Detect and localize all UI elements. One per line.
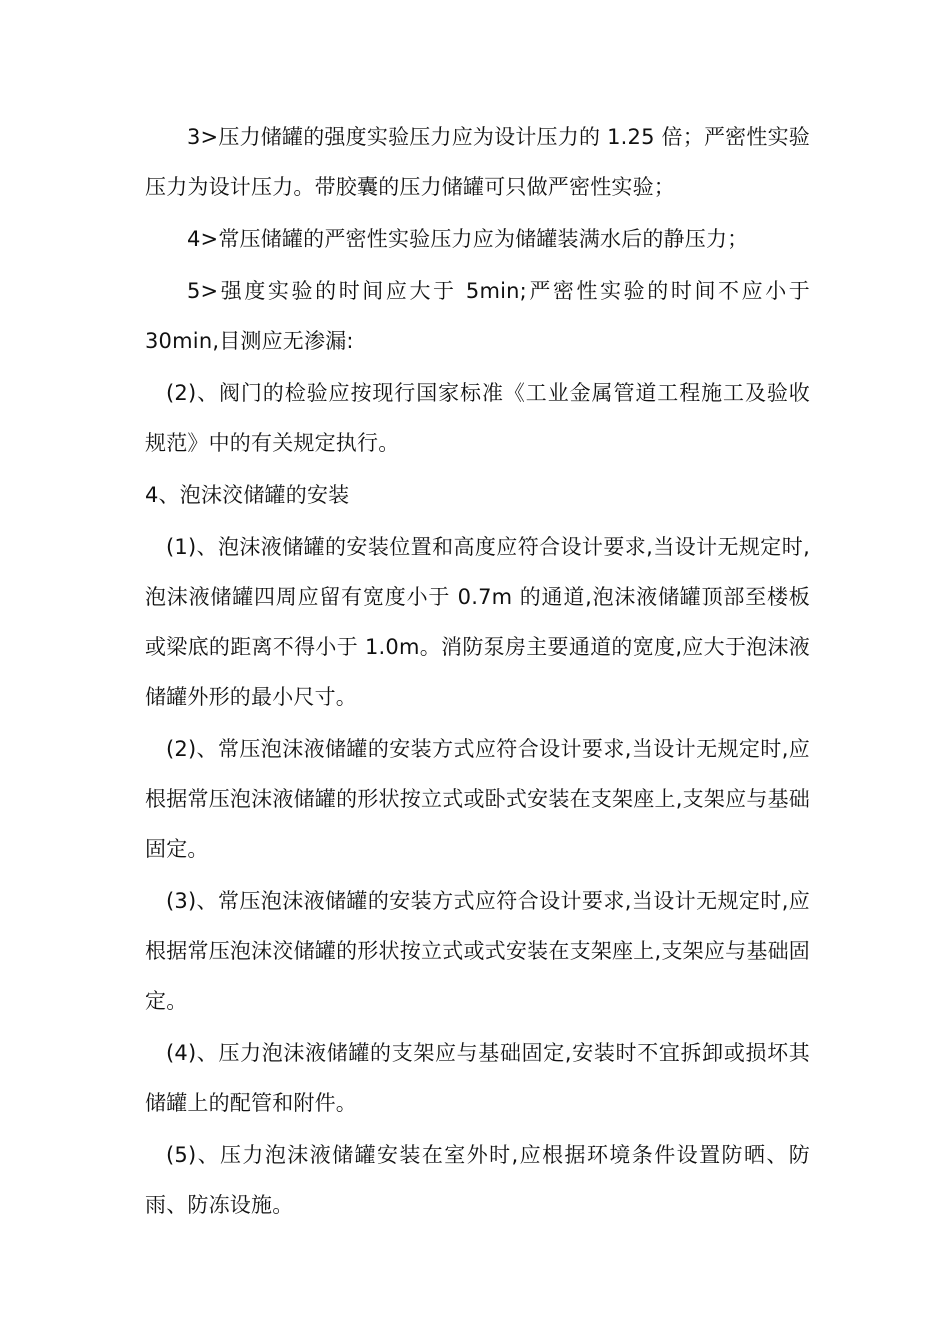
paragraph-strength-test-pressure: 3>压力储罐的强度实验压力应为设计压力的 1.25 倍；严密性实验压力为设计压力。带胶囊的压力储罐可只做严密性实验； <box>145 125 810 199</box>
paragraph-test-duration: 5>强度实验的时间应大于 5min;严密性实验的时间不应小于30min,目测应无渗漏: <box>145 279 810 353</box>
paragraph-item-3-atmospheric-mounting: (3)、常压泡沫液储罐的安装方式应符合设计要求,当设计无规定时,应根据常压泡沫洨储罐的形状按立式或式安装在支架座上,支架应与基础固定。 <box>145 889 810 1013</box>
section-heading-foam-tank-installation: 4、泡沫洨储罐的安装 <box>145 483 350 507</box>
paragraph-atmospheric-tightness: 4>常压储罐的严密性实验压力应为储罐装满水后的静压力； <box>187 227 749 251</box>
paragraph-item-5-outdoor-protection: (5)、压力泡沫液储罐安装在室外时,应根据环境条件设置防晒、防雨、防冻设施。 <box>145 1143 810 1217</box>
paragraph-item-4-pressure-support: (4)、压力泡沫液储罐的支架应与基础固定,安装时不宜拆卸或损坏其储罐上的配管和附件。 <box>145 1041 810 1115</box>
paragraph-valve-inspection: (2)、阀门的检验应按现行国家标准《工业金属管道工程施工及验收规范》中的有关规定执行。 <box>145 381 810 455</box>
paragraph-item-1-location: (1)、泡沫液储罐的安装位置和高度应符合设计要求,当设计无规定时,泡沫液储罐四周应留有宽度小于 0.7m 的通道,泡沫液储罐顶部至楼板或梁底的距离不得小于 1.0m。消防泵房主要通道的宽度,应大于泡沫液储罐外形的最小尺寸。 <box>145 535 810 709</box>
document-body <box>145 112 810 1232</box>
paragraph-item-2-atmospheric-mounting: (2)、常压泡沫液储罐的安装方式应符合设计要求,当设计无规定时,应根据常压泡沫液储罐的形状按立式或卧式安装在支架座上,支架应与基础固定。 <box>145 737 810 861</box>
